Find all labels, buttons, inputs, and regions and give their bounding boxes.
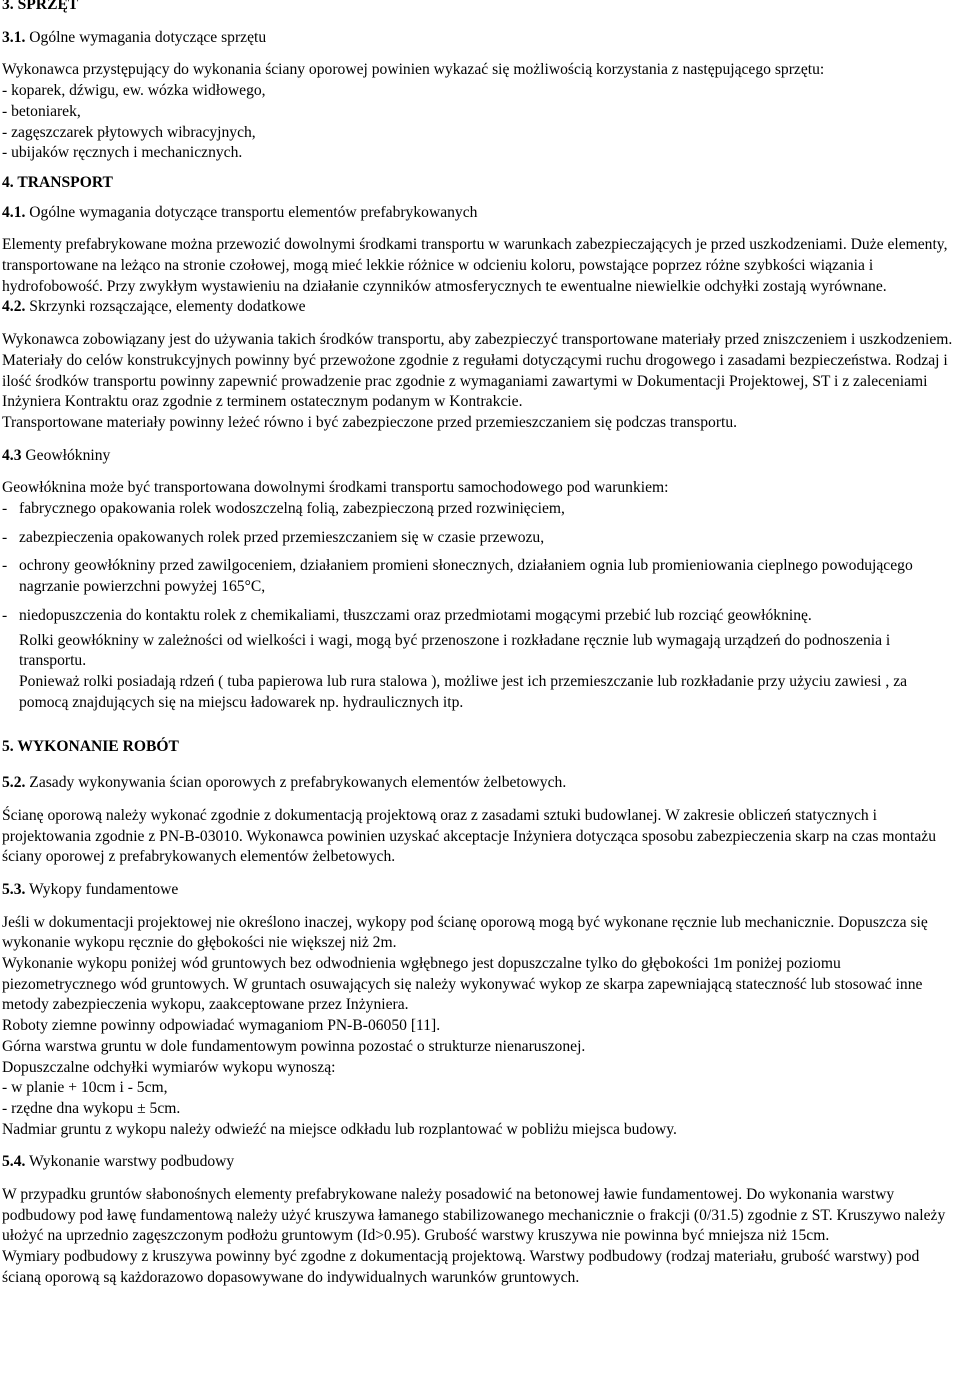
section-4-2-text-2: Transportowane materiały powinny leżeć równo i być zabezpieczone przed przemieszczaniem się podczas transportu. bbox=[2, 413, 738, 431]
section-4-3-number: 4.3 bbox=[2, 446, 22, 464]
section-5-3-heading bbox=[2, 880, 958, 901]
list-dash: - bbox=[2, 500, 8, 518]
section-4-3-intro: Geowłóknina może być transportowana dowolnymi środkami transportu samochodowego pod warunkiem: bbox=[2, 479, 669, 497]
section-4-3-heading bbox=[2, 446, 958, 467]
section-5-2-number: 5.2. bbox=[2, 774, 26, 792]
list-item bbox=[2, 556, 958, 597]
section-3-heading bbox=[2, 0, 958, 16]
section-5-title: WYKONANIE ROBÓT bbox=[17, 738, 179, 756]
section-3-number: 3. bbox=[2, 0, 14, 13]
section-5-4-title: Wykonanie warstwy podbudowy bbox=[29, 1153, 235, 1171]
document-page bbox=[2, 0, 958, 1289]
list-item bbox=[2, 606, 958, 627]
equipment-item: - betoniarek, bbox=[2, 102, 81, 120]
section-5-4-heading bbox=[2, 1152, 958, 1173]
section-5-3-line: Wykonanie wykopu poniżej wód gruntowych bez odwodnienia wgłębnego jest dopuszczalne tylko do głębokości 1m poniżej poziomu piezometrycznego wód gruntowych. W gruntach osuwających się należy wykonywać wykop ze skarpa zapewniającą stateczność lub stosować inne metody zabezpieczenia wykopu, zaakceptowane przez Inżyniera. bbox=[2, 955, 923, 1014]
section-5-3-line: Jeśli w dokumentacji projektowej nie określono inaczej, wykopy pod ścianę oporową mogą być wykonane ręcznie lub mechanicznie. Dopuszcza się wykonanie wykopu ręcznie do głębokości nie większej niż 2m. bbox=[2, 913, 928, 952]
section-5-3-number: 5.3. bbox=[2, 880, 26, 898]
section-4-3-title: Geowłókniny bbox=[25, 446, 111, 464]
section-4-2-heading bbox=[2, 297, 958, 318]
section-4-heading bbox=[2, 173, 958, 194]
list-item-text: zabezpieczenia opakowanych rolek przed przemieszczaniem się w czasie przewozu, bbox=[19, 528, 545, 546]
equipment-item: - ubijaków ręcznych i mechanicznych. bbox=[2, 144, 243, 162]
section-3-1-heading bbox=[2, 28, 958, 49]
section-5-4-text: W przypadku gruntów słabonośnych elementy prefabrykowane należy posadowić na betonowej ławie fundamentowej. Do wykonania warstwy podbudowy pod ławę fundamentową należy użyć kruszywa łamanego stabilizowanego mechanicznie o frakcji (0/31.5) zgodnie z ST. Kruszywo należy ułożyć na uprzednio zagęszczonym podłożu gruntowym (Id>0.95). Grubość warstwy kruszywa nie powinna być mniejsza niż 15cm. bbox=[2, 1186, 946, 1245]
section-4-2-number: 4.2. bbox=[2, 298, 26, 316]
section-5-4-text-2: Wymiary podbudowy z kruszywa powinny być zgodne z dokumentacją projektową. Warstwy podbudowy (rodzaj materiału, grubość warstwy) pod ścianą oporową są każdorazowo dopasowywane do indywidualnych warunków gruntowych. bbox=[2, 1248, 920, 1286]
list-item-text: fabrycznego opakowania rolek wodoszczelną folią, zabezpieczoną przed rozwinięciem, bbox=[19, 500, 565, 518]
list-item-text: niedopuszczenia do kontaktu rolek z chemikaliami, tłuszczami oraz przedmiotami mogącymi przebić lub rozciąć geowłókninę. bbox=[19, 606, 812, 624]
section-5-heading bbox=[2, 737, 958, 758]
section-5-number: 5. bbox=[2, 738, 14, 756]
section-5-3-line: Roboty ziemne powinny odpowiadać wymaganiom PN-B-06050 [11]. bbox=[2, 1017, 441, 1035]
section-5-3-line: - w planie + 10cm i - 5cm, bbox=[2, 1079, 168, 1097]
section-3-1-title: Ogólne wymagania dotyczące sprzętu bbox=[29, 28, 267, 46]
section-5-2-heading bbox=[2, 773, 958, 794]
section-5-3-title: Wykopy fundamentowe bbox=[29, 880, 179, 898]
equipment-item: - koparek, dźwigu, ew. wózka widłowego, bbox=[2, 82, 266, 100]
section-5-3-line: Dopuszczalne odchyłki wymiarów wykopu wynoszą: bbox=[2, 1058, 336, 1076]
section-4-2-text: Wykonawca zobowiązany jest do używania takich środków transportu, aby zabezpieczyć transportowane materiały przed zniszczeniem i uszkodzeniem. Materiały do celów konstrukcyjnych powinny być przewożone zgodnie z regułami dotyczącymi ruchu drogowego i zasadami bezpieczeństwa. Rodzaj i ilość środków transportu powinny zapewnić prowadzenie prac zgodnie z wymaganiami zawartymi w Dokumentacji Projektowej, ST i z zaleceniami Inżyniera Kontraktu oraz zgodnie z terminem ostatecznym podanym w Kontrakcie. bbox=[2, 331, 953, 411]
section-4-2-title: Skrzynki rozsączające, elementy dodatkowe bbox=[29, 298, 306, 316]
list-dash: - bbox=[2, 557, 8, 575]
section-4-1-number: 4.1. bbox=[2, 203, 26, 221]
section-4-1-heading bbox=[2, 203, 958, 224]
section-5-3-line: - rzędne dna wykopu ± 5cm. bbox=[2, 1099, 181, 1117]
list-item bbox=[2, 499, 958, 520]
section-5-3-line: Górna warstwa gruntu w dole fundamentowym powinna pozostać o strukturze nienaruszonej. bbox=[2, 1037, 586, 1055]
section-4-number: 4. bbox=[2, 173, 14, 191]
list-item bbox=[2, 528, 958, 549]
list-dash: - bbox=[2, 606, 8, 624]
list-item-text: ochrony geowłókniny przed zawilgoceniem, działaniem promieni słonecznych, działaniem ognia lub promieniowania cieplnego powodującego nagrzanie powierzchni powyżej 165°C, bbox=[19, 557, 913, 596]
section-3-1-number: 3.1. bbox=[2, 28, 26, 46]
section-5-3-line: Nadmiar gruntu z wykopu należy odwieźć na miejsce odkładu lub rozplantować w pobliżu miejsca budowy. bbox=[2, 1120, 677, 1138]
section-5-2-title: Zasady wykonywania ścian oporowych z prefabrykowanych elementów żelbetowych. bbox=[29, 774, 567, 792]
section-3-1-intro: Wykonawca przystępujący do wykonania ściany oporowej powinien wykazać się możliwością korzystania z następującego sprzętu: bbox=[2, 61, 825, 79]
section-4-3-para-2: Ponieważ rolki posiadają rdzeń ( tuba papierowa lub rura stalowa ), możliwe jest ich przemieszczanie lub rozkładanie przy użyciu zawiesi , za pomocą znajdujących się na miejscu ładowarek np. hydraulicznych itp. bbox=[19, 672, 908, 711]
list-dash: - bbox=[2, 528, 8, 546]
section-4-1-text: Elementy prefabrykowane można przewozić dowolnymi środkami transportu w warunkach zabezpieczających je przed uszkodzeniami. Duże elementy, transportowane na leżąco na stronie czołowej, mogą mieć lekkie różnice w odcieniu koloru, powstające poprzez różne szybkości wiązania i hydrofobowość. Przy zwykłym wystawieniu na działanie czynników atmosferycznych te ewentualne niewielkie odchyłki zostają wyrównane. bbox=[2, 236, 948, 295]
section-5-4-number: 5.4. bbox=[2, 1153, 26, 1171]
section-3-title: SPRZĘT bbox=[17, 0, 79, 13]
section-4-1-title: Ogólne wymagania dotyczące transportu elementów prefabrykowanych bbox=[29, 203, 478, 221]
section-5-2-text: Ścianę oporową należy wykonać zgodnie z dokumentacją projektową oraz z zasadami sztuki budowlanej. W zakresie obliczeń statycznych i projektowania zgodnie z PN-B-03010. Wykonawca powinien uzyskać akceptacje Inżyniera dotycząca sposobu zabezpieczenia skarp na czas montażu ściany oporowej z prefabrykowanych elementów żelbetowych. bbox=[2, 806, 937, 866]
equipment-item: - zagęszczarek płytowych wibracyjnych, bbox=[2, 123, 256, 141]
section-4-3-para-1: Rolki geowłókniny w zależności od wielkości i wagi, mogą być przenoszone i rozkładane ręcznie lub wymagają urządzeń do podnoszenia i transportu. bbox=[19, 631, 891, 670]
section-4-title: TRANSPORT bbox=[17, 173, 113, 191]
